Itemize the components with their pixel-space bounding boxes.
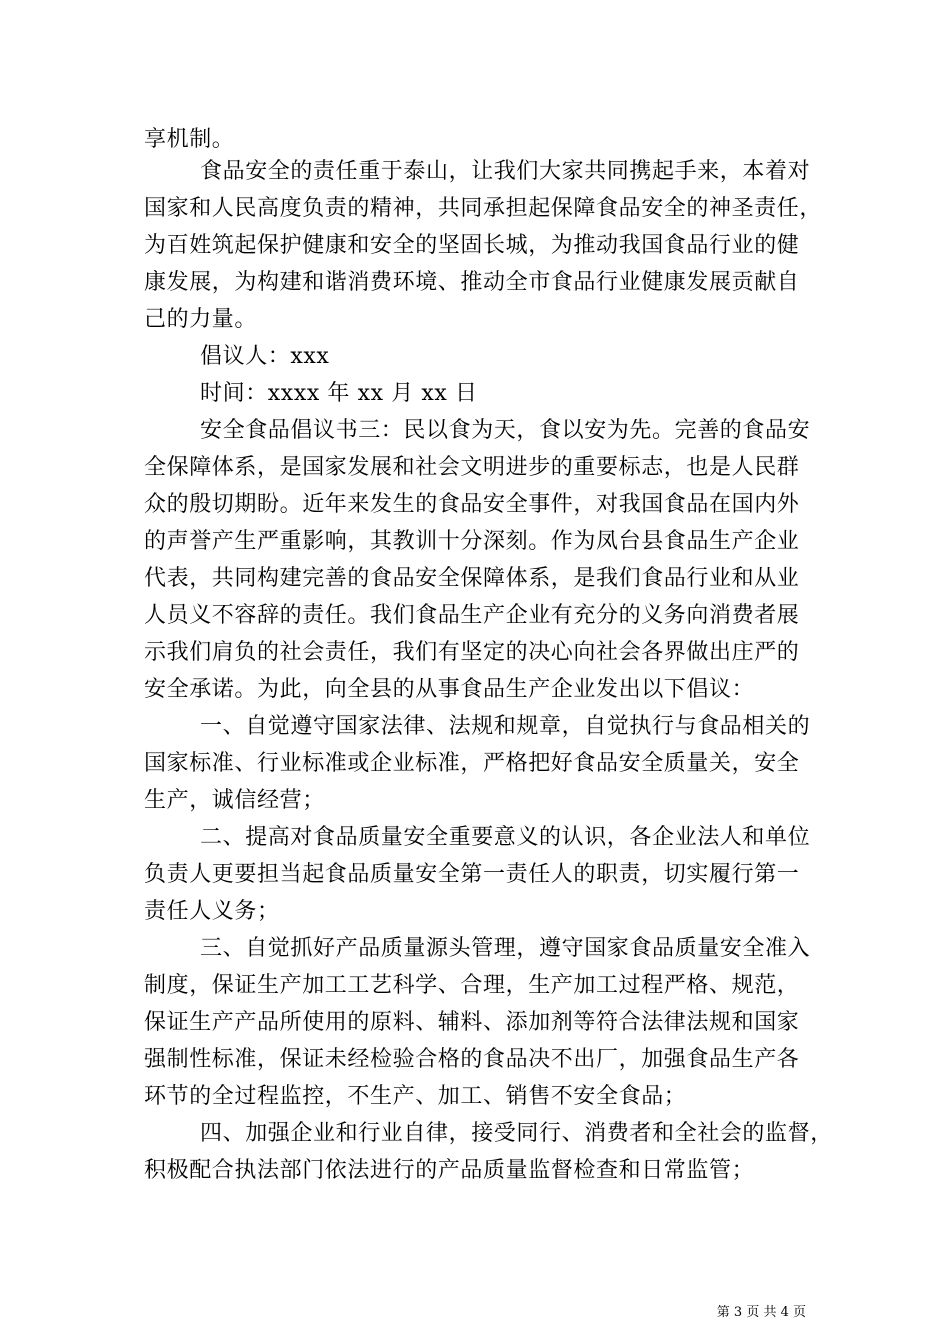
text-line: 安全食品倡议书三：民以食为天，食以安为先。完善的食品安 bbox=[200, 418, 811, 443]
text-line: 二、提高对食品质量安全重要意义的认识，各企业法人和单位 bbox=[200, 825, 811, 850]
text-line: 制度，保证生产加工工艺科学、合理，生产加工过程严格、规范， bbox=[144, 973, 800, 998]
text-line: 国家标准、行业标准或企业标准，严格把好食品安全质量关，安全 bbox=[144, 751, 800, 776]
text-line: 环节的全过程监控，不生产、加工、销售不安全食品； bbox=[144, 1084, 687, 1109]
signature-date: 时间：xxxx 年 xx 月 xx 日 bbox=[200, 381, 478, 406]
text-line: 代表，共同构建完善的食品安全保障体系，是我们食品行业和从业 bbox=[144, 566, 800, 591]
text-line: 众的殷切期盼。近年来发生的食品安全事件，对我国食品在国内外 bbox=[144, 492, 800, 517]
text-line: 负责人更要担当起食品质量安全第一责任人的职责，切实履行第一 bbox=[144, 862, 800, 887]
text-line: 强制性标准，保证未经检验合格的食品决不出厂，加强食品生产各 bbox=[144, 1047, 800, 1072]
text-line: 生产，诚信经营； bbox=[144, 788, 325, 813]
text-line: 国家和人民高度负责的精神，共同承担起保障食品安全的神圣责任， bbox=[144, 196, 823, 221]
text-line: 食品安全的责任重于泰山，让我们大家共同携起手来，本着对 bbox=[200, 159, 811, 184]
text-line: 四、加强企业和行业自律，接受同行、消费者和全社会的监督， bbox=[200, 1121, 833, 1146]
text-line: 积极配合执法部门依法进行的产品质量监督检查和日常监管； bbox=[144, 1158, 755, 1183]
text-line: 责任人义务； bbox=[144, 899, 280, 924]
text-line: 保证生产产品所使用的原料、辅料、添加剂等符合法律法规和国家 bbox=[144, 1010, 800, 1035]
text-line: 己的力量。 bbox=[144, 307, 258, 332]
text-line: 康发展，为构建和谐消费环境、推动全市食品行业健康发展贡献自 bbox=[144, 270, 800, 295]
text-line: 的声誉产生严重影响，其教训十分深刻。作为凤台县食品生产企业 bbox=[144, 529, 800, 554]
signature-initiator: 倡议人：xxx bbox=[200, 344, 330, 369]
text-line: 一、自觉遵守国家法律、法规和规章，自觉执行与食品相关的 bbox=[200, 714, 811, 739]
text-line: 三、自觉抓好产品质量源头管理，遵守国家食品质量安全准入 bbox=[200, 936, 811, 961]
text-line: 享机制。 bbox=[144, 127, 235, 152]
text-line: 人员义不容辞的责任。我们食品生产企业有充分的义务向消费者展 bbox=[144, 603, 800, 628]
page-number: 第 3 页 共 4 页 bbox=[716, 1305, 806, 1320]
text-line: 示我们肩负的社会责任，我们有坚定的决心向社会各界做出庄严的 bbox=[144, 640, 800, 665]
text-line: 全保障体系，是国家发展和社会文明进步的重要标志，也是人民群 bbox=[144, 455, 800, 480]
text-line: 为百姓筑起保护健康和安全的坚固长城，为推动我国食品行业的健 bbox=[144, 233, 800, 258]
text-line: 安全承诺。为此，向全县的从事食品生产企业发出以下倡议： bbox=[144, 677, 755, 702]
